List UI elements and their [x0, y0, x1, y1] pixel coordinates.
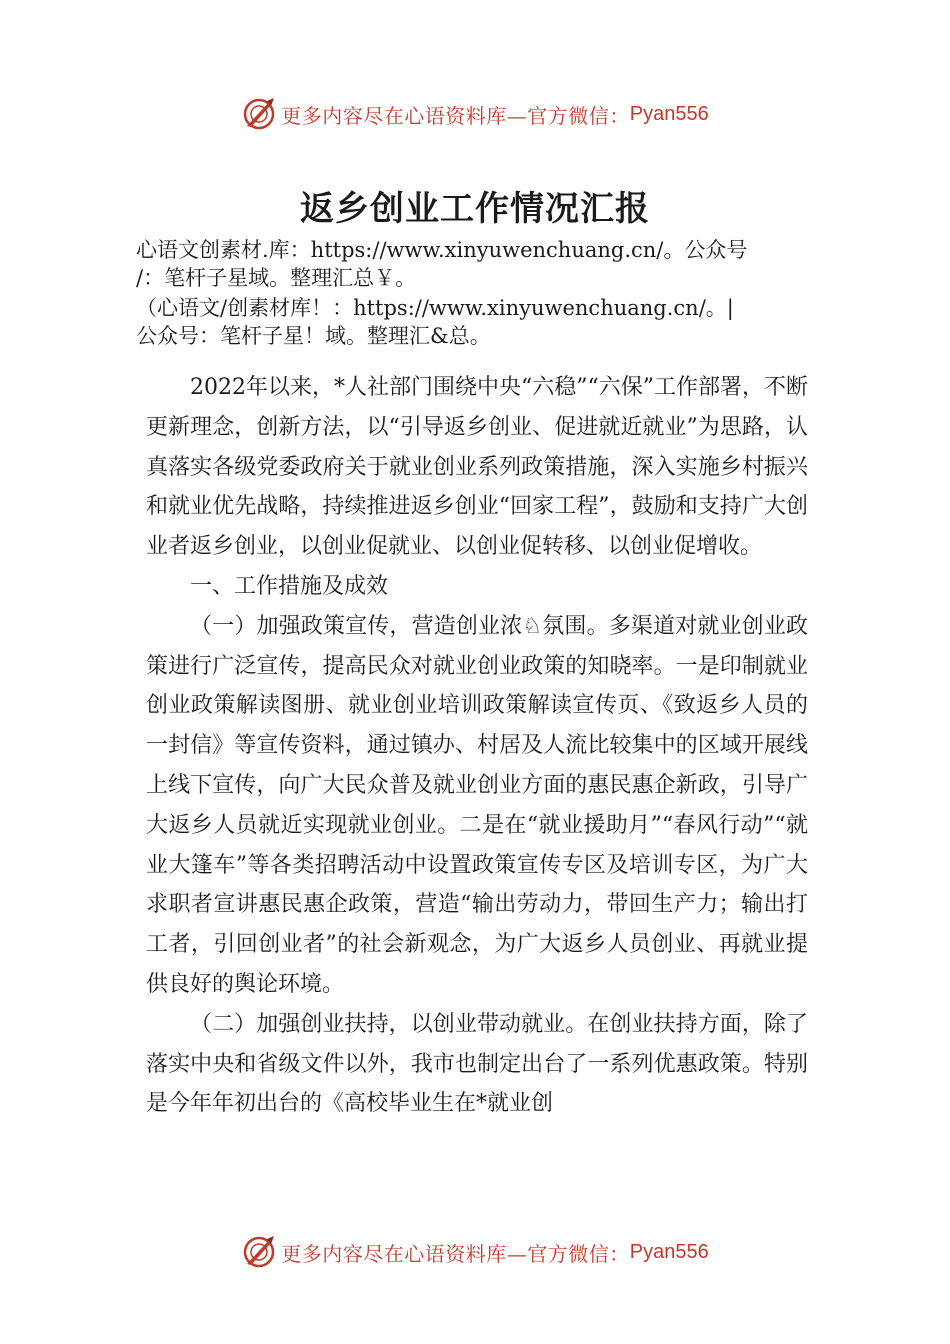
body-paragraph: 2022年以来，*人社部门围绕中央“六稳”“六保”工作部署，不断更新理念，创新方法，以“引导返乡创业、促进就近就业”为思路，认真落实各级党委政府关于就业创业系列政策措施，深入实施乡村振兴和就业优先战略，持续推进返乡创业“回家工程”，鼓励和支持广大创业者返乡创业，以创业促就业、以创业促转移、以创业促增收。: [146, 375, 808, 560]
quill-seal-icon: [241, 1234, 277, 1270]
body-paragraph: （二）加强创业扶持，以创业带动就业。在创业扶持方面，除了落实中央和省级文件以外，我市也制定出台了一系列优惠政策。特别是今年年初出台的《高校毕业生在*就业创: [146, 1011, 808, 1117]
source-line: 心语文创素材.库：https://www.xinyuwenchuang.cn/。公众号: [136, 238, 748, 262]
quill-seal-icon: [241, 96, 277, 132]
banner-wechat-id: Pyan556: [629, 1240, 709, 1263]
document-title: 返乡创业工作情况汇报: [300, 189, 650, 229]
banner-text: 更多内容尽在心语资料库—官方微信：: [281, 1241, 630, 1266]
footer-banner: [0, 1232, 950, 1272]
header-banner: [0, 94, 950, 134]
source-line: /：笔杆子星域。整理汇总￥。: [136, 266, 417, 290]
body-paragraph: （一）加强政策宣传，营造创业浓♘氛围。多渠道对就业创业政策进行广泛宣传，提高民众对就业创业政策的知晓率。一是印制就业创业政策解读图册、就业创业培训政策解读宣传页、《致返乡人员的一封信》等宣传资料，通过镇办、村居及人流比较集中的区域开展线上线下宣传，向广大民众普及就业创业方面的惠民惠企新政，引导广大返乡人员就近实现就业创业。二是在“就业援助月”“春风行动”“就业大篷车”等各类招聘活动中设置政策宣传专区及培训专区，为广大求职者宣讲惠民惠企政策，营造“输出劳动力，带回生产力；输出打工者，引回创业者”的社会新观念，为广大返乡人员创业、再就业提供良好的舆论环境。: [146, 613, 808, 997]
section-heading: 一、工作措施及成效: [190, 573, 389, 599]
source-line: 公众号：笔杆子星！域。整理汇&总。: [136, 324, 491, 348]
banner-text: 更多内容尽在心语资料库—官方微信：: [281, 103, 630, 128]
source-line: （心语文/创素材库！：https://www.xinyuwenchuang.cn/。|: [136, 296, 734, 320]
banner-wechat-id: Pyan556: [629, 102, 709, 125]
document-body: [146, 368, 808, 1124]
